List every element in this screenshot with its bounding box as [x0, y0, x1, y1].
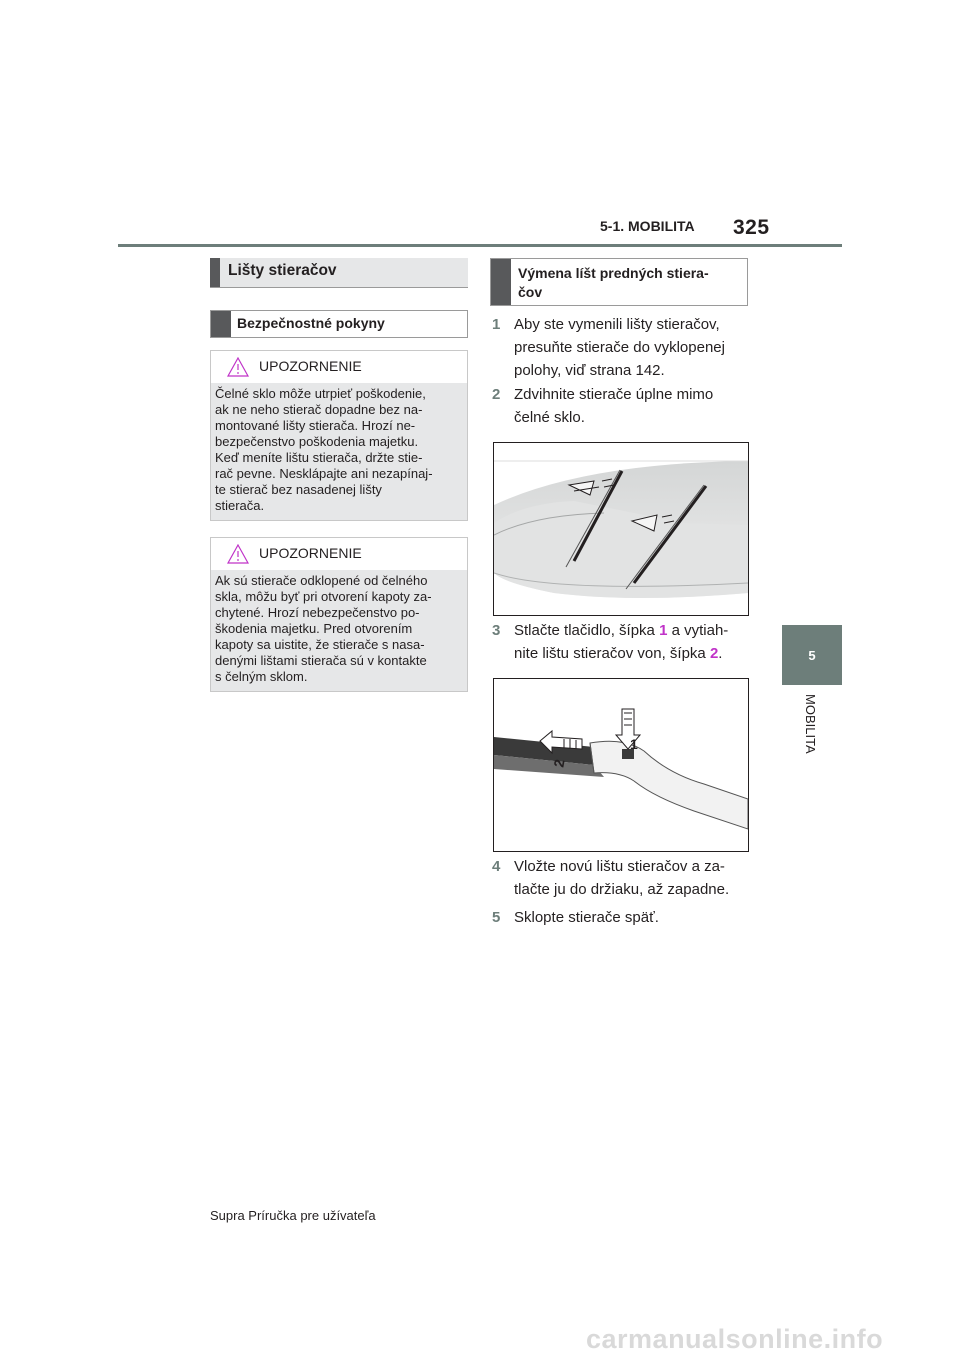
warning-label: UPOZORNENIE — [259, 358, 362, 374]
footer-text: Supra Príručka pre užívateľa — [210, 1208, 376, 1223]
step-text: Sklopte stierače späť. — [514, 909, 659, 926]
chapter-label-text: MOBILITA — [803, 694, 818, 754]
chapter-number: 5 — [808, 647, 816, 663]
wiper-clip-drawing — [494, 679, 748, 851]
section-heading-right — [490, 258, 748, 306]
step-text: Zdvihnite stierače úplne mimo čelné sklo. — [514, 386, 714, 426]
step-number: 2 — [492, 386, 501, 403]
section-title: 5-1. MOBILITA — [600, 218, 695, 234]
section-heading-right-text: Výmena líšt predných stiera- čov — [518, 265, 709, 300]
subsection-heading — [210, 310, 468, 338]
header-rule — [118, 244, 842, 247]
wiper-raised-illustration — [493, 442, 749, 616]
warning-box-2 — [210, 537, 468, 692]
warning-text: Ak sú stierače odklopené od čelného skla, môžu byť pri otvorení kapoty za- chytené. Hrozí nebezpečenstvo po- škodenia majetku. Pred otvorením kapoty sa uistite, že stierače s nasa- denými lištami stierača sú v kontakte s čelným sklom. — [211, 570, 467, 691]
subsection-heading-text: Bezpečnostné pokyny — [237, 315, 385, 331]
arrow-marker-2: 2 — [709, 645, 719, 662]
warning-text: Čelné sklo môže utrpieť poškodenie, ak ne neho stierač dopadne bez na- montované lišty stierača. Hrozí ne- bezpečenstvo poškodenia majetku. Keď meníte lištu stierača, držte stie- rač pevne. Nesklápajte ani nezapínaj- te stierač bez nasadenej lišty stierača. — [211, 383, 467, 520]
chapter-tab — [782, 625, 842, 685]
page-number: 325 — [733, 216, 770, 239]
step-number: 5 — [492, 909, 501, 926]
step-number: 3 — [492, 622, 501, 639]
warning-triangle-icon — [227, 544, 249, 564]
watermark: carmanualsonline.info — [586, 1324, 884, 1354]
wiper-clip-illustration — [493, 678, 749, 852]
step-number: 1 — [492, 316, 501, 333]
callout-1: 1 — [630, 736, 638, 752]
step-number: 4 — [492, 858, 501, 875]
chapter-tab-label — [800, 694, 824, 784]
callout-2: 2 — [550, 758, 568, 769]
warning-label: UPOZORNENIE — [259, 545, 362, 561]
wiper-raised-drawing — [494, 443, 748, 615]
arrow-marker-1: 1 — [659, 622, 668, 639]
warning-triangle-icon — [227, 357, 249, 377]
section-heading-text: Lišty stieračov — [228, 262, 337, 279]
section-heading — [210, 258, 468, 288]
step-text: Aby ste vymenili lišty stieračov, presuňte stierače do vyklopenej polohy, viď strana 142. — [514, 316, 725, 379]
step-text: Vložte novú lištu stieračov a za- tlačte ju do držiaku, až zapadne. — [514, 858, 730, 898]
warning-box-1 — [210, 350, 468, 521]
step-text: Stlačte tlačidlo, šípka 1 a vytiah- nite lištu stieračov von, šípka 2. — [514, 622, 729, 662]
